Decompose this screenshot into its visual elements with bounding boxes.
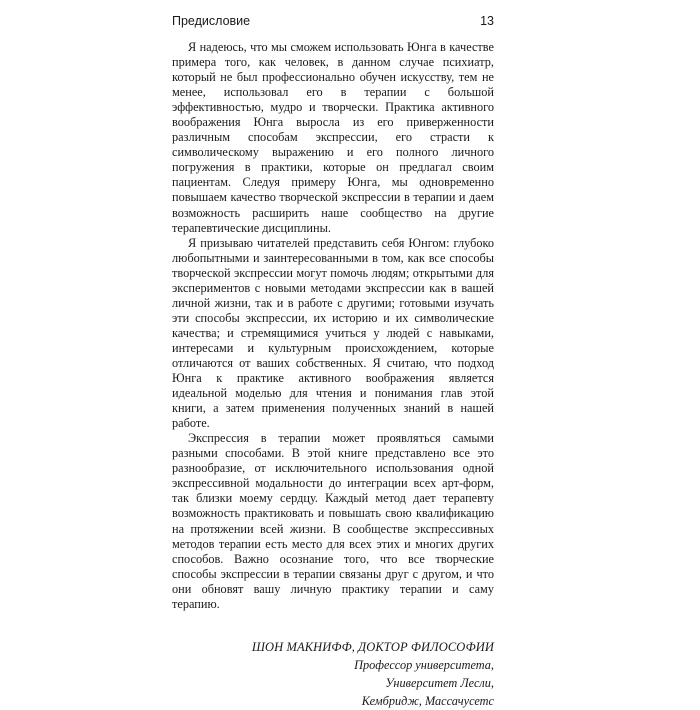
book-page	[172, 14, 494, 710]
signature-author: ШОН МАКНИФФ, ДОКТОР ФИЛОСОФИИ	[251, 639, 494, 654]
paragraph-3: Экспрессия в терапии может проявляться самыми разными способами. В этой книге представлено все это разнообразие, от исключительного использования одной экспрессивной модальности до интеграции всех арт-форм, так близки моему сердцу. Каждый метод дает терапевту возможность практиковать и повышать свою квалификацию на протяжении всей жизни. В сообществе экспрессивных методов терапии есть место для всех этих и многих других способов. Важно осознание того, что все творческие способы экспрессии в терапии связаны друг с другом, и что они обновят вашу личную практику терапии и саму терапию.	[172, 431, 494, 611]
body-text	[172, 40, 494, 612]
signature-block	[172, 638, 494, 710]
paragraph-1: Я надеюсь, что мы сможем использовать Юнга в качестве примера того, как человек, в данном случае психиатр, который не был профессионально обучен искусству, тем не менее, использовал его в терапии с большой эффективностью, мудро и творчески. Практика активного воображения Юнга выросла из его приверженности различным способам экспрессии, его страсти к символическому выражению и его полного личного погружения в практики, которые он предлагал своим пациентам. Следуя примеру Юнга, мы одновременно повышаем качество творческой экспрессии в терапии и даем возможность расширить наше сообщество на другие терапевтические дисциплины.	[172, 40, 494, 235]
running-head	[172, 14, 494, 36]
signature-position: Профессор университета,	[354, 657, 494, 672]
signature-institution: Университет Лесли,	[385, 675, 494, 690]
paragraph-2: Я призываю читателей представить себя Юнгом: глубоко любопытными и заинтересованными в том, как все способы творческой экспрессии могут помочь людям; открытыми для экспериментов с новыми методами экспрессии как в вашей личной жизни, так и в работе с другими; готовыми изучать эти способы экспрессии, их историю и их символические качества; и стремящимися учиться у людей с навыками, интересами и культурным происхождением, которые отличаются от ваших собственных. Я считаю, что подход Юнга к практике активного воображения является идеальной моделью для чтения и понимания глав этой книги, а затем применения полученных знаний в нашей работе.	[172, 235, 494, 431]
page-number: 13	[480, 14, 494, 28]
signature-location: Кембридж, Массачусетс	[361, 693, 494, 708]
section-title: Предисловие	[172, 14, 251, 28]
